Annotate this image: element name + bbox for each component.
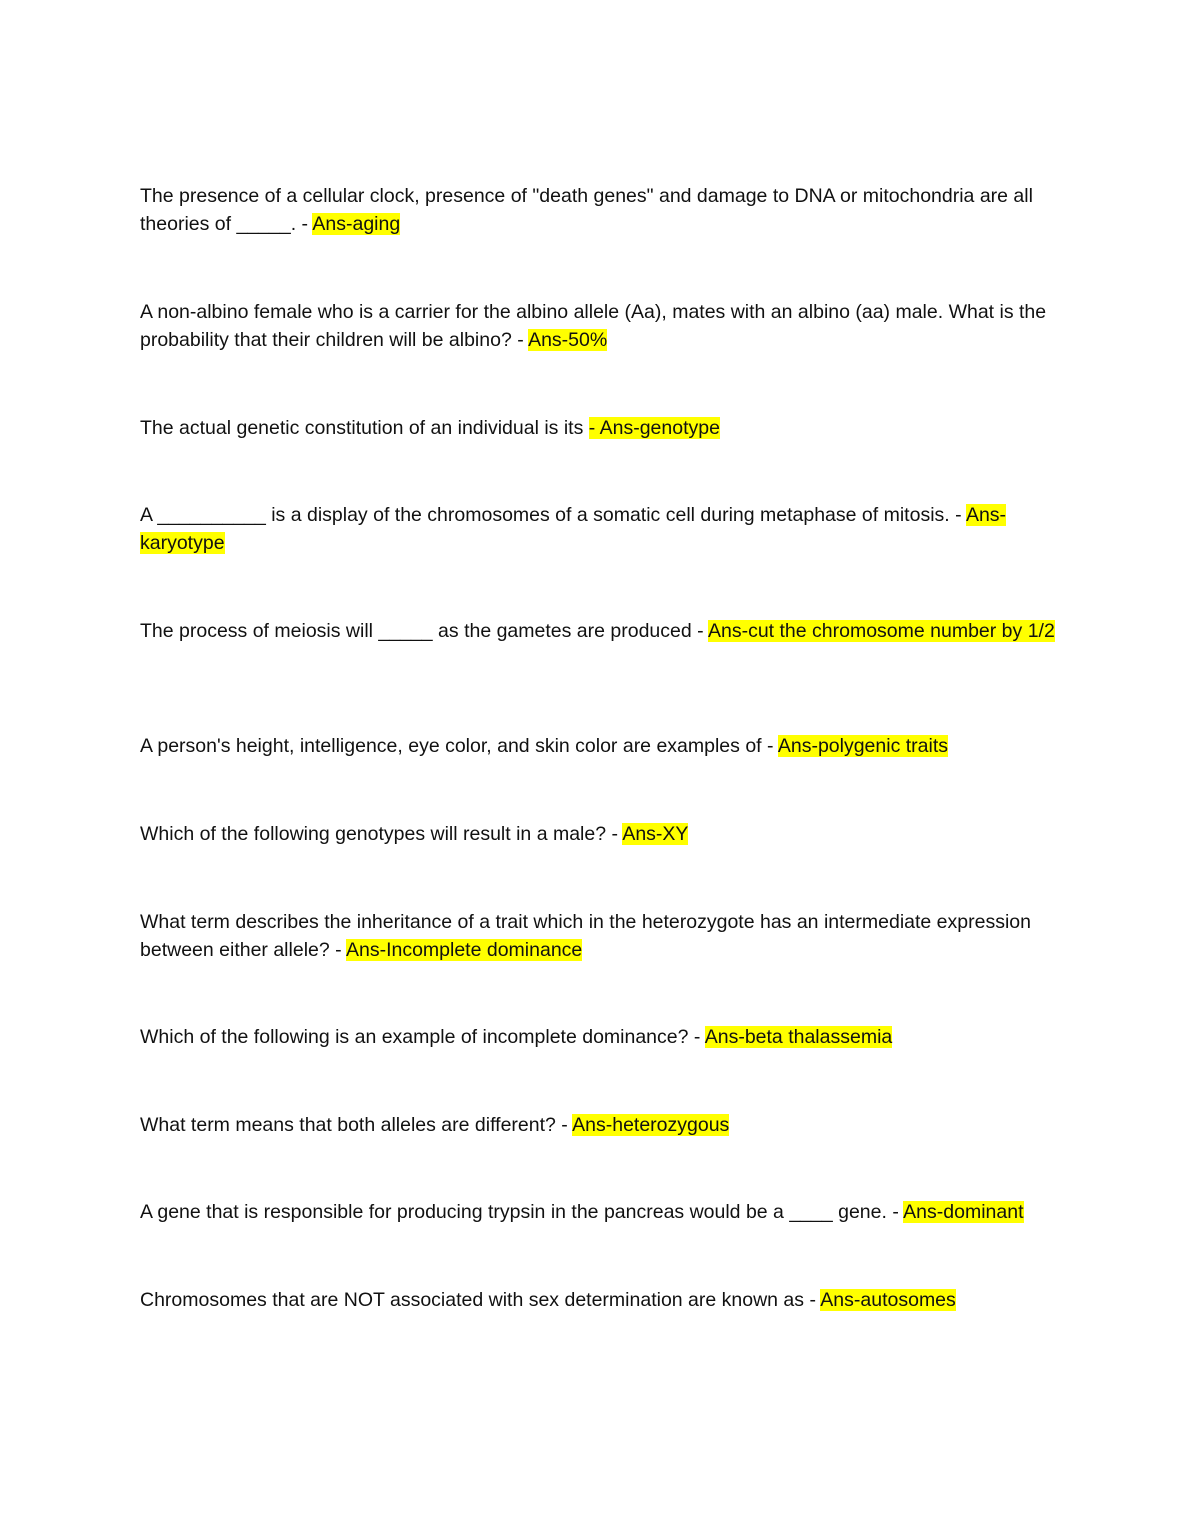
- answer-highlight: Ans-polygenic traits: [777, 735, 949, 757]
- answer-highlight: Ans-50%: [528, 329, 608, 351]
- question-text: Which of the following is an example of incomplete dominance? -: [140, 1026, 705, 1048]
- qa-item-1: [140, 182, 1055, 238]
- answer-highlight: Ans-Incomplete dominance: [345, 939, 583, 961]
- question-text: A gene that is responsible for producing trypsin in the pancreas would be a ____ gene. -: [140, 1201, 904, 1223]
- answer-highlight: Ans-heterozygous: [572, 1114, 730, 1136]
- answer-highlight: Ans-beta thalassemia: [704, 1026, 893, 1048]
- answer-highlight: Ans-dominant: [903, 1201, 1024, 1223]
- qa-item-3: [140, 414, 1055, 442]
- qa-item-10: [140, 1111, 1055, 1139]
- qa-item-8: [140, 908, 1055, 964]
- answer-highlight: Ans-karyotype: [140, 504, 1007, 554]
- question-text: A non-albino female who is a carrier for the albino allele (Aa), mates with an albino (aa) male. What is the probability that their children will be albino? -: [140, 301, 1047, 351]
- qa-item-5: [140, 617, 1055, 645]
- question-text: What term means that both alleles are different? -: [140, 1114, 573, 1136]
- question-text: The process of meiosis will _____ as the gametes are produced -: [140, 620, 708, 642]
- answer-highlight: Ans-XY: [622, 823, 689, 845]
- answer-highlight: - Ans-genotype: [588, 417, 720, 439]
- question-text: A person's height, intelligence, eye color, and skin color are examples of -: [140, 735, 778, 757]
- answer-highlight: Ans-aging: [312, 213, 401, 235]
- qa-item-2: [140, 298, 1055, 354]
- answer-highlight: Ans-cut the chromosome number by 1/2: [707, 620, 1055, 642]
- question-text: Chromosomes that are NOT associated with sex determination are known as -: [140, 1289, 821, 1311]
- question-text: A __________ is a display of the chromosomes of a somatic cell during metaphase of mitosis. -: [140, 504, 966, 526]
- question-text: Which of the following genotypes will result in a male? -: [140, 823, 623, 845]
- qa-item-9: [140, 1023, 1055, 1051]
- qa-item-12: [140, 1286, 1055, 1314]
- question-text: The presence of a cellular clock, presence of "death genes" and damage to DNA or mitochondria are all theories of _____. -: [140, 185, 1033, 235]
- question-text: What term describes the inheritance of a trait which in the heterozygote has an intermediate expression between either allele? -: [140, 911, 1031, 961]
- qa-item-11: [140, 1198, 1055, 1226]
- question-text: The actual genetic constitution of an individual is its: [140, 417, 589, 439]
- qa-item-4: [140, 501, 1055, 557]
- qa-item-6: [140, 732, 1055, 760]
- qa-item-7: [140, 820, 1055, 848]
- answer-highlight: Ans-autosomes: [820, 1289, 956, 1311]
